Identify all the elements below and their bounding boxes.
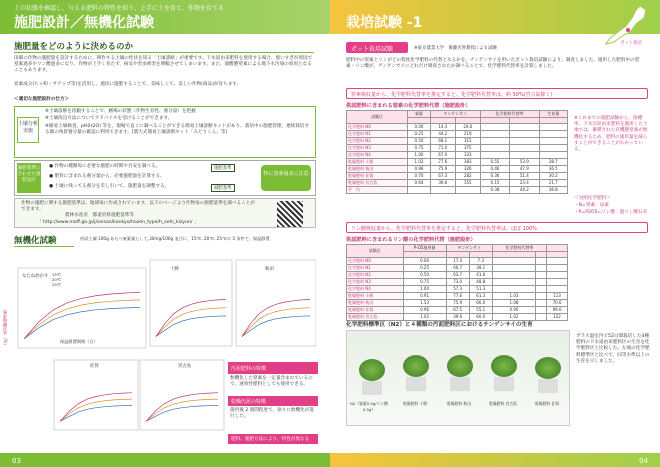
table-cell [539, 123, 567, 130]
legend-15: 15℃ [52, 272, 62, 277]
table-row [347, 257, 568, 264]
table-cell: 77.6 [430, 158, 455, 165]
table-cell: 71.0 [430, 144, 455, 151]
table-cell: 67.5 [446, 306, 469, 313]
table-cell: 1.53 [403, 299, 446, 306]
row-label: 化学肥料 N1 [347, 264, 404, 271]
chart-frame [150, 260, 232, 346]
item2 [49, 174, 165, 180]
chart-xlabel: 保温静置期間（日） [60, 339, 98, 344]
reference-box [14, 198, 316, 228]
item1 [49, 164, 160, 170]
table-cell [510, 130, 539, 137]
table-row [347, 151, 568, 158]
table-cell: 326 [455, 165, 480, 172]
table-cell: 99.0 [547, 306, 568, 313]
table-row [347, 186, 568, 193]
table-cell: 67.3 [430, 172, 455, 179]
table-cell: 0.96 [403, 306, 446, 313]
table-row [347, 123, 568, 130]
table-cell: 68.1 [430, 137, 455, 144]
table-cell [536, 264, 547, 271]
table-cell: 122 [547, 313, 568, 320]
table-cell: 38.7 [539, 158, 567, 165]
table-cell: 1.02 [492, 313, 535, 320]
table-cell: 60.0 [469, 313, 492, 320]
chart3-title: 秋田 [265, 267, 274, 272]
table-cell: 36.8 [539, 186, 567, 193]
table-cell [539, 137, 567, 144]
table-cell: 1.00 [403, 285, 446, 292]
table-cell [480, 151, 509, 158]
table-cell [510, 123, 539, 130]
row-label: 化学肥料 N4 [347, 151, 408, 158]
photo-label-akita: 乾燥肥料 秋田 [447, 401, 471, 406]
section1-subheading: ＜適切な施肥設計の仕方＞ [14, 97, 70, 102]
photo-label-miyako: 乾燥肥料 宮古島 [489, 401, 517, 406]
table1-header-growth: 生育量 [539, 111, 567, 118]
table-cell: 75.9 [446, 299, 469, 306]
table-row [347, 299, 568, 306]
table-cell: 23.4 [510, 179, 539, 186]
table-cell: 113 [547, 292, 568, 299]
table2-title: 供試肥料に含まれるリン酸の化学肥料代替（施肥設計） [346, 237, 476, 243]
chart1-legend [52, 272, 61, 287]
table-cell: 44.2 [430, 130, 455, 137]
table-cell [536, 257, 547, 264]
table2-header-p: P-O5施用量 [403, 245, 446, 252]
table-row [347, 285, 568, 292]
right-intro: 肥料中の窒素とリンがどの程度化学肥料の代替となるかを、チンゲンサイを用いたポット栽培試験により、調査しました。施用した肥料中の窒素・リン酸が、チンゲンサイにどれだけ吸収されたか調べることで、化学肥料代替率を計算しました。 [346, 58, 640, 70]
table-cell: 333 [455, 151, 480, 158]
table-cell [536, 271, 547, 278]
table-cell: 60.7 [446, 264, 469, 271]
table2-header-rate: 化学肥料代替率 [492, 245, 546, 252]
row-label: 乾燥肥料 宮古島 [347, 179, 408, 186]
table-cell: 0.50 [408, 137, 431, 144]
item3-text: 土壌に残ってる養分を差し引いて、施肥量を調整する。 [54, 184, 170, 189]
qr-code-icon [277, 201, 303, 227]
table2-header-plot: 試験区 [347, 245, 404, 258]
table-cell: 67.0 [430, 151, 455, 158]
table-cell: 41.6 [469, 271, 492, 278]
plant-image [491, 355, 517, 377]
right-title: 栽培試験 -1 [346, 15, 423, 31]
pot-image [538, 379, 558, 393]
plant-image [359, 359, 385, 381]
table-cell: 21.7 [539, 179, 567, 186]
row-label: 乾燥肥料 十勝 [347, 158, 408, 165]
table-cell: 1.08 [492, 299, 535, 306]
box1-text1: ※土壌診断を依頼することで、圃場の状態（作物生育性、養分量）を把握 [45, 109, 196, 114]
table-cell [480, 144, 509, 151]
box2-label: 施肥基準に合わせた施肥設計 [17, 163, 41, 193]
table-cell: 0.55 [480, 158, 509, 165]
table-cell: 39.6 [446, 313, 469, 320]
table-cell: 0.15 [480, 179, 509, 186]
row-label: 乾燥肥料 秋田 [347, 299, 404, 306]
table-cell [547, 257, 568, 264]
table-cell [547, 285, 568, 292]
table1-header-crop: チンゲンサイ [430, 111, 480, 118]
table-cell [539, 130, 567, 137]
feature-title: 汚泥肥料の特徴 [228, 362, 318, 374]
table-cell: 51.4 [510, 172, 539, 179]
item2-text: 肥料に含まれる養分量から、必要施肥量を計算する。 [54, 174, 165, 179]
table-cell [539, 151, 567, 158]
table1-header-plot: 試験区 [347, 111, 408, 124]
table-cell: 0.75 [403, 278, 446, 285]
pot-image [450, 377, 470, 391]
pot-test-label: ポット栽培試験 [346, 42, 408, 53]
section1-para1: 田畑の作物の施肥量を設計するために、耕作する土壌の性状を知る「土壌診断」が重要です。下水道由来肥料を使用する場合、使いすぎが原因で窒素過多やリン酸過多になり、作物が上手く育たず、病気や害虫被害を増幅させてしまいます。また、硝酸態窒素による地下水汚染の原因となることもあります。 [14, 56, 313, 74]
table-cell: 57.3 [446, 285, 469, 292]
row-label: 化学肥料 N1 [347, 130, 408, 137]
row-label: 化学肥料 N3 [347, 278, 404, 285]
row-label: 乾燥肥料 十勝 [347, 292, 404, 299]
ref-url[interactable]: 「 http://www.maff.go.jp/j/seisan/kankyo/hozen_type/h_sehi_kizyun/ 」 [37, 220, 199, 225]
row-label: 平 均 [347, 186, 408, 193]
table-cell [480, 130, 509, 137]
table-cell: 0.00 [403, 257, 446, 264]
item3 [49, 184, 169, 190]
table-cell: 0.46 [480, 165, 509, 172]
map-label: ポット栽培 [620, 41, 642, 46]
table-cell: 0.00 [408, 123, 431, 130]
table-cell [536, 299, 547, 306]
table-row [347, 179, 568, 186]
table1-header-rate: 化学肥料代替率 [480, 111, 539, 118]
bullet-icon: ● [49, 164, 55, 169]
dry-text: 施用後 2 週間程度で、徐々に無機化が進行した。 [230, 408, 314, 420]
bullet-icon: ● [49, 184, 55, 189]
table1-header-n: 窒素 [408, 111, 431, 118]
table-cell: 219 [455, 130, 480, 137]
table-cell: 1.03 [492, 292, 535, 299]
side-note: ※これまでの施肥試験から、接種率、下水汚泥由来肥料を施用した土地では、蓄積された有機態窒素が無機化するため、肥料の施用量を減らすことができることがわかっている。 [574, 116, 648, 153]
table-cell: 7.3 [469, 257, 492, 264]
pot-image [406, 377, 426, 391]
table2-header-crop: チンゲンサイ [446, 245, 492, 252]
nitrogen-result-bar [346, 88, 648, 99]
table-cell [510, 151, 539, 158]
table-cell: 0.70 [408, 172, 431, 179]
table-cell [539, 144, 567, 151]
legend-n: ・N=窒素：尿素 [574, 203, 609, 208]
table-row [347, 158, 568, 165]
chart-frame [54, 360, 138, 430]
right-page-number: 04 [639, 457, 648, 465]
table-cell [536, 285, 547, 292]
table-cell [408, 186, 431, 193]
item1-text: 作物の種類毎に必要な施肥の時期や目安を調べる。 [54, 164, 161, 169]
table-cell: 0.95 [492, 306, 535, 313]
table-row [347, 165, 568, 172]
table-cell: 0.25 [408, 130, 431, 137]
phosphate-table [346, 244, 568, 321]
row-label: 化学肥料 N2 [347, 137, 408, 144]
pot-image [494, 377, 514, 391]
chart-frame [140, 360, 224, 430]
table-cell [547, 271, 568, 278]
right-page [330, 0, 660, 467]
table-cell: 375 [455, 144, 480, 151]
table-cell [480, 123, 509, 130]
table-row [347, 306, 568, 313]
table-cell: 315 [455, 137, 480, 144]
pot-test-note: ※東京農業大学 後藤名誉教授による試験 [414, 46, 497, 51]
left-header [0, 0, 330, 34]
plant-image [447, 355, 473, 377]
chart-ylabel: 窒素無機化率（%） [3, 310, 8, 348]
table-cell: 70.6 [547, 299, 568, 306]
plant-image [535, 357, 561, 379]
table-cell [547, 264, 568, 271]
table-cell [547, 278, 568, 285]
table-cell: 77.6 [446, 292, 469, 299]
table-row [347, 264, 568, 271]
section2-note: 供試土壌 100g あたり窒素量として,30mg/100g 並びに、15℃, 20℃, 25℃の 3 条件で、保温静置 [80, 236, 270, 241]
row-label: 乾燥肥料 佐賀 [347, 306, 404, 313]
feature-text: 無機化した窒素を一定量含まれているので、速効性肥料としても使用できる。 [230, 376, 313, 388]
photo-side-text: ガラス温室内で52日間栽培した4種肥料の下水道由来肥料区の生育を化学肥料区と比較した。左端の化学肥料標準区と比べて、同等水準以上の生育を示しました。 [576, 334, 650, 364]
table-cell [480, 137, 509, 144]
plant-photo [346, 330, 570, 426]
box1-text3: ※簡易土壌検査、pH(H2O) 等を、現場で直ぐに調べることができる簡易土壌診断キットがあり、栽培中の施肥管理、連続栽培する畑の残留養分量の確認に利用できます。[農大式簡易土壌診断キット「みどりくん」等] [45, 124, 310, 136]
table-cell [510, 144, 539, 151]
photo-label-tokachi: 乾燥肥料 十勝 [403, 401, 427, 406]
table-cell: 0.25 [403, 264, 446, 271]
phosphate-result-text: リン酸吸収量から、化学肥料代替率を推定すると、化学肥料代替率は、ほぼ 100% [351, 226, 537, 232]
item1-tag: 施肥基準 [211, 164, 235, 172]
row-label: 乾燥肥料 宮古島 [347, 313, 404, 320]
table-row [347, 172, 568, 179]
row-label: 化学肥料 N4 [347, 285, 404, 292]
table-cell: 73.0 [446, 278, 469, 285]
table-cell [536, 278, 547, 285]
box1-label: 土壌分析 実施 [17, 117, 39, 143]
table-row [347, 278, 568, 285]
box1-text2: ※土壌改良方法についてアドバイスを受けることができます。 [45, 116, 173, 121]
chart1-title: なたね油かす [22, 274, 49, 279]
table-cell: 0.75 [408, 144, 431, 151]
table-cell: 63.7 [446, 271, 469, 278]
plant-image [403, 355, 429, 377]
left-footer [0, 453, 330, 467]
table-cell [455, 186, 480, 193]
table-cell: 55.1 [469, 306, 492, 313]
row-label: 化学肥料 N3 [347, 144, 408, 151]
table-cell: 0.36 [480, 172, 509, 179]
table-cell: 1.00 [408, 151, 431, 158]
section1-heading: 施肥量をどのように決めるのか [14, 40, 314, 53]
table-cell: 75.9 [430, 165, 455, 172]
table-cell: 14.3 [430, 123, 455, 130]
table-cell [536, 306, 547, 313]
table-cell: 48.8 [469, 278, 492, 285]
table-row [347, 137, 568, 144]
dry-title: 乾燥汚泥の特徴 [228, 396, 318, 406]
section2-heading: 無機化試験 [14, 234, 74, 247]
section1-para2: 炭素成分(ちゃ粉・サテップ等)を活用し、適切に施肥することで、美味しくて、美しい作物(商品)が育ちます。 [14, 82, 242, 87]
table-cell: 51.3 [469, 285, 492, 292]
photo-title: 化学肥料標準区（N2）と４種類の汚泥肥料区におけるチンゲンサイの生育 [346, 322, 533, 328]
left-page-number: 03 [12, 457, 21, 465]
row-label: 乾燥肥料 佐賀 [347, 172, 408, 179]
chart5-title: 宮古島 [178, 364, 192, 369]
table-cell: 1.02 [408, 158, 431, 165]
table-cell: 0.38 [480, 186, 509, 193]
soil-analysis-box [14, 106, 316, 158]
table-cell [492, 278, 535, 285]
table-cell: 1.02 [403, 313, 446, 320]
table-cell: 66.0 [469, 299, 492, 306]
right-footer [330, 453, 660, 467]
pot-image [362, 381, 382, 395]
nitrogen-warning-badge: 特に窒素過多に注意 [261, 165, 311, 191]
table-row [347, 130, 568, 137]
ref-ministry: 農林水産省 都道府県施肥基準等 [65, 213, 134, 218]
table-cell: 282 [455, 172, 480, 179]
table-cell: 39.6 [430, 179, 455, 186]
chart-frame [236, 260, 316, 346]
table-cell: 0.64 [408, 179, 431, 186]
table-cell [492, 264, 535, 271]
table-cell: 47.9 [510, 165, 539, 172]
table-cell [536, 313, 547, 320]
phosphate-result-bar [346, 222, 648, 233]
table-cell: 44.2 [510, 186, 539, 193]
photo-label-n2: N2（窒素0.5g/リン酸0.5g） [350, 401, 388, 412]
table-cell [492, 271, 535, 278]
table-cell: 36.5 [539, 165, 567, 172]
left-title: 施肥設計／無機化試験 [14, 15, 154, 31]
table-cell [492, 257, 535, 264]
table1-title: 供試肥料に含まれる窒素の化学肥料代替（施肥設計） [346, 103, 471, 109]
row-label: 乾燥肥料 秋田 [347, 165, 408, 172]
table-cell: 17.4 [446, 257, 469, 264]
table-cell [536, 292, 547, 299]
table-cell: 61.3 [469, 292, 492, 299]
ref-text: 作物の施肥に関する施肥基準は、地域毎に作成されています。以下のページより作物毎の施肥基準を調べることができます。 [21, 201, 255, 213]
chart4-title: 佐賀 [90, 364, 99, 369]
item3-tag: 減肥基準 [211, 184, 235, 192]
nitrogen-table [346, 110, 568, 194]
tagline: 土の状態を確認し、与える肥料の特性を知り、上手に土を育て、作物を育てる [14, 5, 224, 12]
fertilizer-design-box [14, 160, 316, 196]
table-row [347, 292, 568, 299]
table-cell [492, 285, 535, 292]
table-cell: 24.0 [455, 123, 480, 130]
footer-note: 肥料、施肥方法により、特性が異なる [228, 434, 318, 444]
table-cell: 0.96 [408, 165, 431, 172]
chart2-title: 十勝 [170, 267, 179, 272]
table-cell: 383 [455, 158, 480, 165]
legend-20: 20℃ [52, 277, 62, 282]
nitrogen-result-text: 窒素吸収量から、化学肥料代替率を推定すると、化学肥料代替率は、約 50%(宮古島除く) [351, 92, 553, 98]
row-label: 化学肥料 N0 [347, 123, 408, 130]
legend-title: ＜対照化学肥料＞ [574, 196, 611, 201]
table-cell: 53.9 [510, 158, 539, 165]
table-cell: 0.91 [403, 292, 446, 299]
table-row [347, 144, 568, 151]
table-cell: 0.50 [403, 271, 446, 278]
table-cell: 155 [455, 179, 480, 186]
photo-label-saga: 乾燥肥料 佐賀 [535, 401, 559, 406]
table-cell: 30.2 [539, 172, 567, 179]
row-label: 化学肥料 N0 [347, 257, 404, 264]
table-cell [430, 186, 455, 193]
table-cell: 38.1 [469, 264, 492, 271]
table-row [347, 271, 568, 278]
legend-p: ・P=P2O5=リン酸：過リン酸石灰 [574, 210, 648, 215]
table2-body [347, 257, 568, 320]
row-label: 化学肥料 N2 [347, 271, 404, 278]
bullet-icon: ● [49, 174, 55, 179]
table-cell [510, 137, 539, 144]
table1-body [347, 123, 568, 193]
table2-header-growth [547, 245, 568, 252]
legend-25: 25℃ [52, 282, 62, 287]
